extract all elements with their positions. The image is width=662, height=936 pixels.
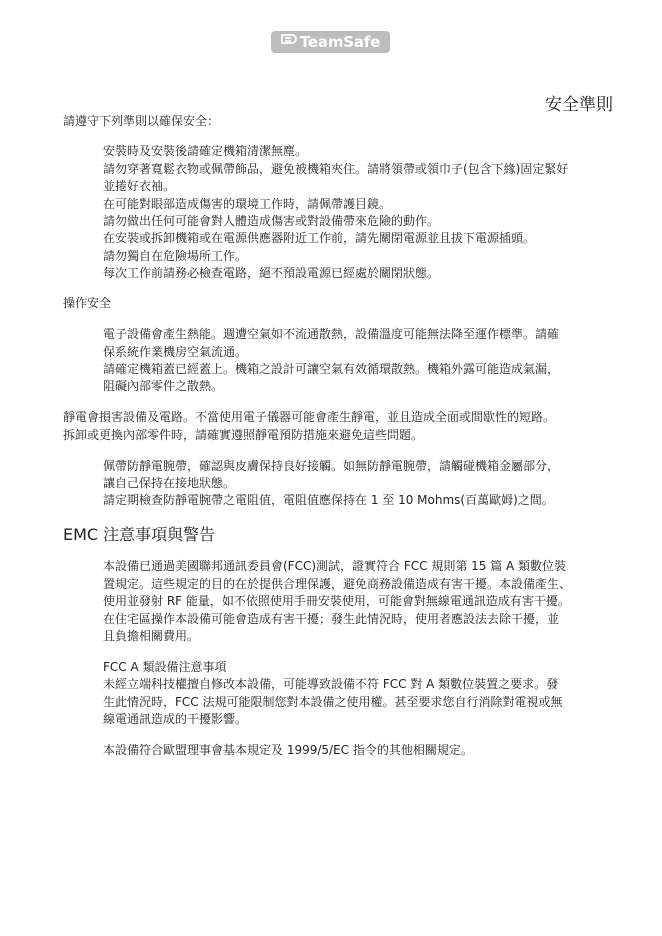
eu-compliance-line: 本設備符合歐盟理事會基本規定及 1999/5/EC 指令的其他相關規定。 [103,743,473,757]
safety-list-item: 請勿穿著寬鬆衣物或佩帶飾品，避免被機箱夾住。請將領帶或領巾子(包含下緣)固定緊好 [103,162,569,176]
emc-line: 且負擔相關費用。 [103,629,200,643]
safety-list-item: 安裝時及安裝後請確定機箱清潔無塵。 [103,144,308,158]
page-title: 安全準則 [545,95,613,115]
operation-heading: 操作安全 [63,296,112,310]
emc-line: 在住宅區操作本設備可能會造成有害干擾；發生此情況時，使用者應設法去除干擾，並 [103,612,560,626]
safety-list-item: 在可能對眼部造成傷害的環境工作時，請佩帶護目鏡。 [103,197,392,211]
strap-line: 佩帶防靜電腕帶，確認與皮膚保持良好接觸。如無防靜電腕帶，請觸碰機箱金屬部分， [103,459,560,473]
emc-section-title: EMC 注意事項與警告 [63,525,216,544]
operation-line: 保系統作業機房空氣流通。 [103,345,248,359]
safety-list-item: 請勿做出任何可能會對人體造成傷害或對設備帶來危險的動作。 [103,214,440,228]
operation-line: 阻礙內部零件之散熱。 [103,379,224,393]
static-line: 拆卸或更換內部零件時，請確實遵照靜電預防措施來避免這些問題。 [63,428,424,442]
brand-logo [271,31,390,53]
safety-list-item: 每次工作前請務必檢查電路，絕不預設電源已經處於關閉狀態。 [103,266,440,280]
emc-line: 使用並發射 RF 能量，如不依照使用手冊安裝使用，可能會對無線電通訊造成有害干擾。 [103,594,570,608]
static-line: 靜電會損害設備及電路。不當使用電子儀器可能會產生靜電，並且造成全面或間歇性的短路。 [63,410,556,424]
emc-line: 置規定。這些規定的目的在於提供合理保護，避免商務設備造成有害干擾。本設備產生、 [103,577,572,591]
intro-text: 請遵守下列準則以確保安全： [63,114,220,128]
fcc-heading: FCC A 類設備注意事項 [103,660,227,674]
safety-list-item: 並捲好衣袖。 [103,179,176,193]
safety-list-item: 在安裝或拆卸機箱或在電源供應器附近工作前，請先關閉電源並且拔下電源插頭。 [103,231,536,245]
brand-logo-text: TeamSafe [299,33,381,51]
strap-line: 讓自己保持在接地狀態。 [103,476,236,490]
operation-line: 電子設備會產生熱能。週遭空氣如不流通散熱，設備溫度可能無法降至運作標準。請確 [103,327,560,341]
fcc-line: 生此情況時，FCC 法規可能限制您對本設備之使用權。甚至要求您自行消除對電視或無 [103,695,563,709]
fcc-line: 未經立端科技權擅自修改本設備，可能導致設備不符 FCC 對 A 類數位裝置之要求。發 [103,677,559,691]
emc-line: 本設備已通過美國聯邦通訊委員會(FCC)測試，證實符合 FCC 規則第 15 篇 A 類數位裝 [103,559,567,573]
brand-logo-icon [281,33,297,51]
safety-list-item: 請勿獨自在危險場所工作。 [103,249,248,263]
operation-line: 請確定機箱蓋已經蓋上。機箱之設計可讓空氣有效循環散熱。機箱外露可能造成氣漏， [103,362,560,376]
strap-line: 請定期檢查防靜電腕帶之電阻值，電阻值應保持在 1 至 10 Mohms(百萬歐姆)之間。 [103,493,554,507]
fcc-line: 線電通訊造成的干擾影響。 [103,712,248,726]
